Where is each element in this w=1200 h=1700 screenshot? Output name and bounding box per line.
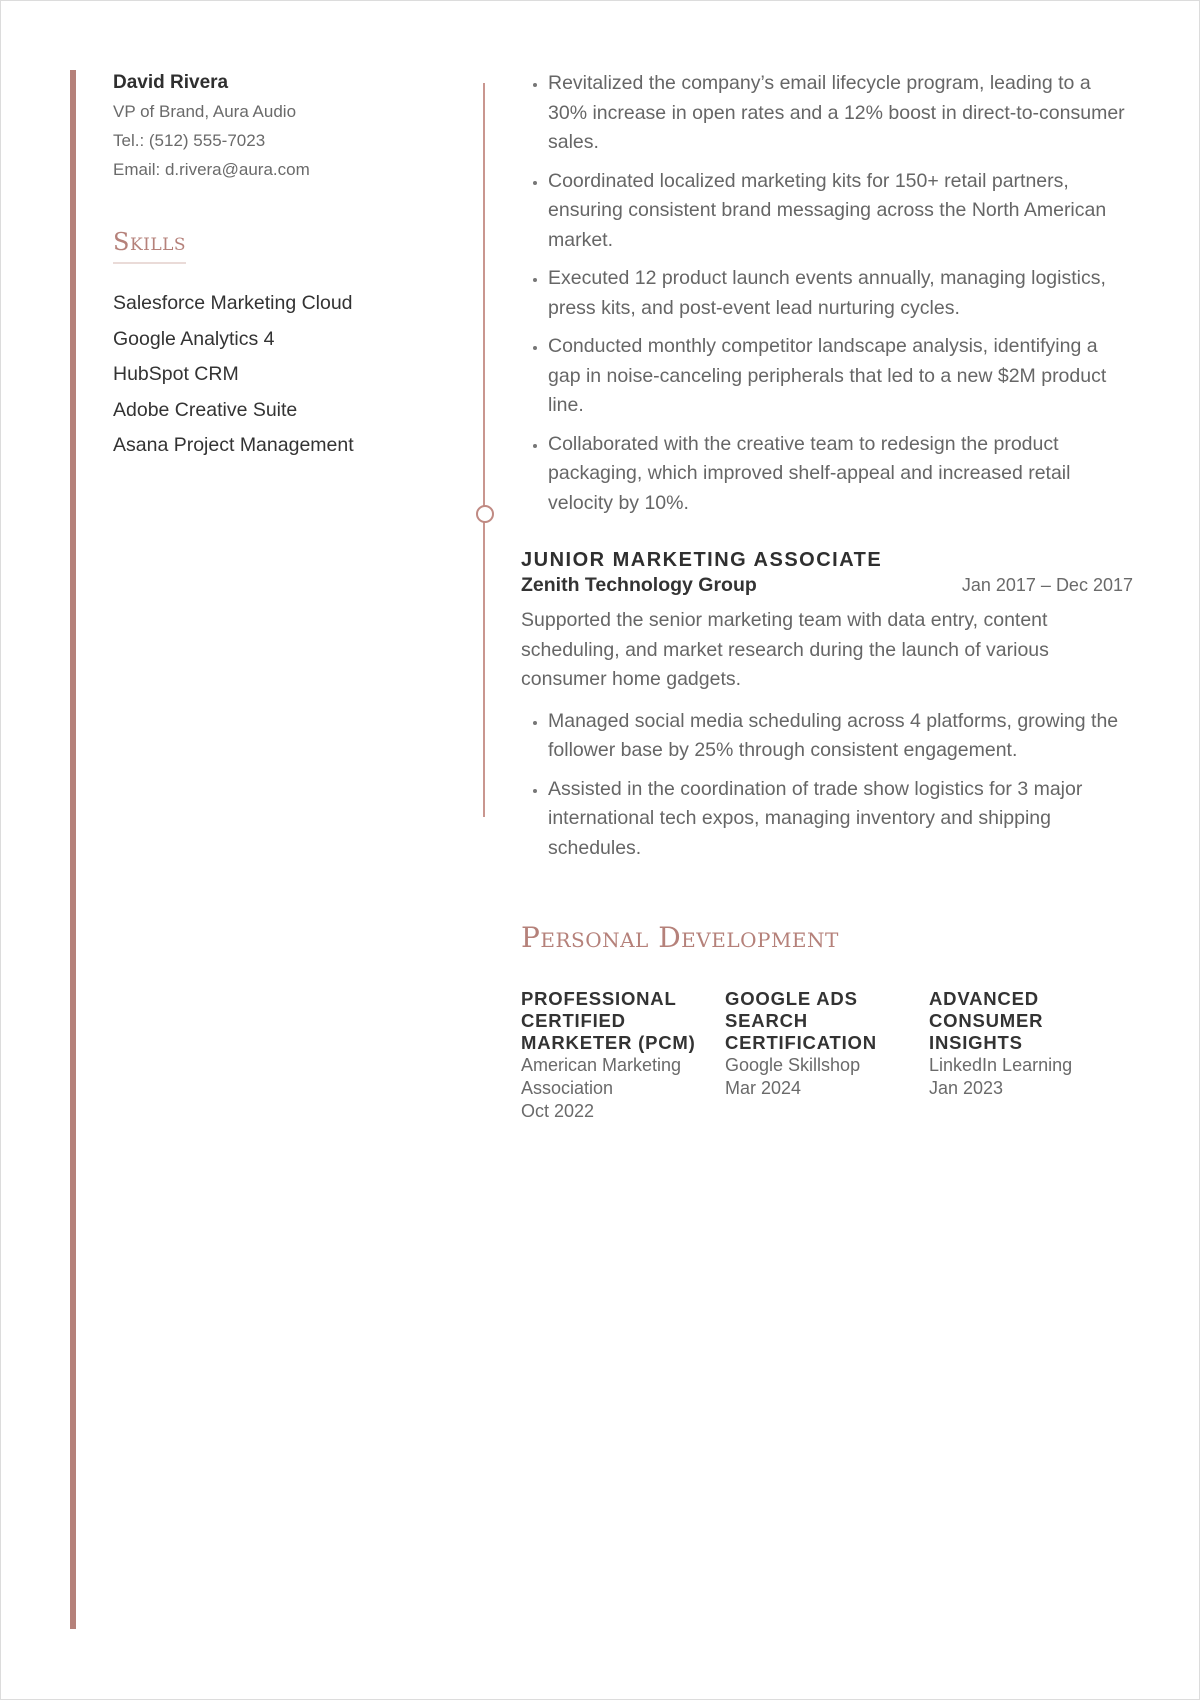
certification (929, 988, 1133, 1123)
sidebar (113, 69, 443, 464)
cert-date: Mar 2024 (725, 1078, 802, 1098)
skills-list (113, 286, 443, 464)
skill-item: Adobe Creative Suite (113, 398, 298, 421)
previous-job-bullets (521, 69, 1133, 518)
certification (725, 988, 929, 1123)
cert-title: GOOGLE ADS SEARCH CERTIFICATION (725, 988, 877, 1053)
certification (521, 988, 725, 1123)
bullet-item: • Collaborated with the creative team to redesign the product packaging, which improved shelf-appeal and increased retail velocity by 10%. (548, 430, 1133, 519)
bullet-item: • Assisted in the coordination of trade show logistics for 3 major international tech expos, managing inventory and shipping schedules. (548, 775, 1133, 864)
phone: Tel.: (512) 555-7023 (113, 131, 266, 150)
skill-item: Asana Project Management (113, 434, 354, 456)
bullet-item: • Revitalized the company’s email lifecycle program, leading to a 30% increase in open rates and a 12% boost in direct-to-consumer sales. (548, 69, 1133, 158)
skills-heading: Skills (113, 228, 186, 264)
timeline-line (483, 83, 485, 817)
personal-development-heading: Personal Development (521, 921, 839, 954)
job-dates: Jan 2017 – Dec 2017 (961, 575, 1133, 595)
cert-issuer: Google Skillshop (725, 1055, 861, 1075)
bullet-item: • Executed 12 product launch events annually, managing logistics, press kits, and post-event lead nurturing cycles. (548, 264, 1133, 323)
cert-title: PROFESSIONAL CERTIFIED MARKETER (PCM) (521, 988, 696, 1053)
cert-date: Jan 2023 (929, 1078, 1004, 1098)
job-bullets (521, 707, 1133, 864)
email: Email: d.rivera@aura.com (113, 160, 310, 179)
bullet-item: • Conducted monthly competitor landscape analysis, identifying a gap in noise-canceling peripherals that led to a new $2M product line. (548, 332, 1133, 421)
skill-item: Google Analytics 4 (113, 327, 275, 350)
accent-bar (70, 70, 76, 1629)
cert-date: Oct 2022 (521, 1101, 595, 1121)
person-name: David Rivera (113, 72, 229, 93)
job-summary: Supported the senior marketing team with data entry, content scheduling, and market research during the launch of various consumer home gadgets. (521, 609, 1049, 690)
job-company-row (521, 572, 1133, 598)
skill-item: HubSpot CRM (113, 363, 239, 385)
cert-title: ADVANCED CONSUMER INSIGHTS (929, 988, 1044, 1053)
bullet-item: • Managed social media scheduling across 4 platforms, growing the follower base by 25% through consistent engagement. (548, 707, 1133, 766)
skill-item: Salesforce Marketing Cloud (113, 292, 353, 314)
bullet-item: • Coordinated localized marketing kits for 150+ retail partners, ensuring consistent brand messaging across the North American market. (548, 167, 1133, 256)
timeline-marker (476, 505, 494, 523)
job-title: JUNIOR MARKETING ASSOCIATE (521, 549, 883, 571)
cert-issuer: American Marketing Association (521, 1055, 682, 1098)
job-role: VP of Brand, Aura Audio (113, 102, 297, 121)
company-name: Zenith Technology Group (521, 574, 757, 596)
main-content (521, 69, 1133, 1123)
cert-issuer: LinkedIn Learning (929, 1055, 1073, 1075)
certifications (521, 988, 1133, 1123)
